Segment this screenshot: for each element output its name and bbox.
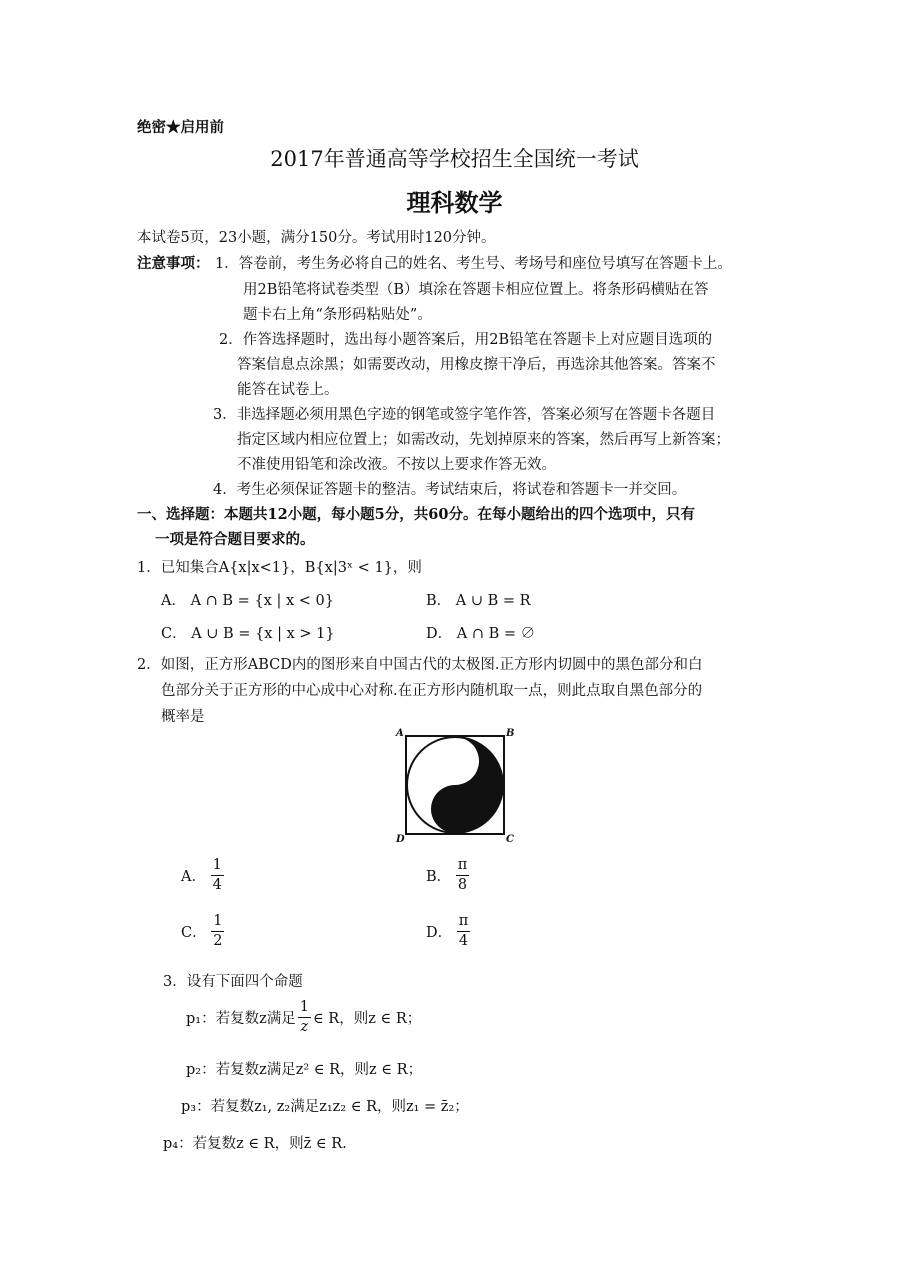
q1-option-d: D． A ∩ B = ∅ bbox=[426, 626, 536, 642]
confidential-mark: 绝密★启用前 bbox=[137, 119, 224, 136]
note-3-line-3: 不准使用铅笔和涂改液。不按以上要求作答无效。 bbox=[237, 457, 556, 473]
note-4: 4．考生必须保证答题卡的整洁。考试结束后，将试卷和答题卡一并交回。 bbox=[213, 482, 687, 498]
q3-p1-prefix: p₁：若复数z满足 bbox=[186, 1011, 296, 1028]
q3-p1-fraction bbox=[298, 1000, 311, 1035]
corner-label-a: A bbox=[396, 728, 404, 739]
q1-stem: 1．已知集合A{x|x<1}，B{x|3ˣ < 1}，则 bbox=[137, 560, 422, 576]
q2-option-b-denominator: 8 bbox=[457, 877, 468, 894]
taiji-diagram bbox=[394, 728, 516, 848]
q2-line-3: 概率是 bbox=[161, 709, 205, 725]
corner-label-b: B bbox=[506, 728, 515, 739]
q2-option-c bbox=[181, 914, 224, 949]
q1-option-a: A． A ∩ B = {x | x < 0} bbox=[161, 593, 334, 609]
q2-option-b-numerator: π bbox=[456, 858, 470, 876]
q2-option-c-numerator: 1 bbox=[211, 914, 224, 932]
q2-option-a bbox=[181, 858, 224, 893]
exam-title: 2017年普通高等学校招生全国统一考试 bbox=[270, 147, 639, 171]
note-2-line-3: 能答在试卷上。 bbox=[237, 382, 339, 398]
q2-line-1: 2．如图，正方形ABCD内的图形来自中国古代的太极图.正方形内切圆中的黑色部分和白 bbox=[137, 657, 703, 673]
taiji-figure bbox=[394, 728, 516, 848]
q2-line-2: 色部分关于正方形的中心成中心对称.在正方形内随机取一点，则此点取自黑色部分的 bbox=[161, 683, 703, 699]
exam-intro: 本试卷5页，23小题，满分150分。考试用时120分钟。 bbox=[137, 230, 496, 246]
q2-option-d bbox=[426, 914, 470, 949]
q3-proposition-p4: p₄：若复数z ∈ R，则z̄ ∈ R. bbox=[163, 1136, 347, 1152]
q2-option-d-label: D． bbox=[426, 925, 453, 942]
black-dot bbox=[450, 804, 460, 814]
q3-stem: 3．设有下面四个命题 bbox=[163, 974, 303, 990]
section-1-heading-line-1: 一、选择题：本题共12小题，每小题5分，共60分。在每小题给出的四个选项中，只有 bbox=[137, 506, 695, 523]
q2-option-a-fraction bbox=[211, 858, 224, 893]
notes-label: 注意事项： bbox=[137, 255, 210, 272]
note-2-line-1: 2．作答选择题时，选出每小题答案后，用2B铅笔在答题卡上对应题目选项的 bbox=[219, 332, 713, 348]
corner-label-c: C bbox=[506, 834, 514, 845]
q2-option-a-label: A． bbox=[181, 869, 206, 886]
exam-subject: 理科数学 bbox=[406, 188, 503, 217]
note-3-line-2: 指定区域内相应位置上；如需改动，先划掉原来的答案，然后再写上新答案； bbox=[237, 432, 730, 448]
q3-p1-suffix: ∈ R，则z ∈ R； bbox=[312, 1011, 422, 1028]
corner-label-d: D bbox=[396, 834, 405, 845]
q2-option-d-numerator: π bbox=[457, 914, 471, 932]
note-1-line-1: 1．答卷前，考生务必将自己的姓名、考生号、考场号和座位号填写在答题卡上。 bbox=[215, 256, 732, 272]
q2-option-a-denominator: 4 bbox=[212, 877, 222, 894]
q1-option-c: C． A ∪ B = {x | x > 1} bbox=[161, 626, 335, 642]
q1-option-b: B． A ∪ B = R bbox=[426, 593, 531, 609]
q3-p1-numerator: 1 bbox=[298, 1000, 311, 1018]
q3-p1-denominator: z bbox=[300, 1019, 309, 1036]
note-3-line-1: 3．非选择题必须用黑色字迹的钢笔或签字笔作答，答案必须写在答题卡各题目 bbox=[213, 407, 716, 423]
q2-option-c-fraction bbox=[211, 914, 224, 949]
note-1-line-3: 题卡右上角“条形码粘贴处”。 bbox=[243, 307, 432, 323]
q3-proposition-p3: p₃：若复数z₁, z₂满足z₁z₂ ∈ R，则z₁ = z̄₂； bbox=[181, 1099, 469, 1115]
q2-option-b-label: B． bbox=[426, 869, 452, 886]
note-1-line-2: 用2B铅笔将试卷类型（B）填涂在答题卡相应位置上。将条形码横贴在答 bbox=[243, 282, 709, 298]
note-2-line-2: 答案信息点涂黑；如需要改动，用橡皮擦干净后，再选涂其他答案。答案不 bbox=[237, 357, 716, 373]
q2-option-b-fraction bbox=[456, 858, 470, 893]
q2-option-d-fraction bbox=[457, 914, 471, 949]
q3-proposition-p1 bbox=[186, 1000, 421, 1035]
q2-option-c-denominator: 2 bbox=[213, 933, 223, 950]
q2-option-d-denominator: 4 bbox=[458, 933, 469, 950]
white-dot bbox=[450, 756, 460, 766]
q2-option-b bbox=[426, 858, 469, 893]
section-1-heading-line-2: 一项是符合题目要求的。 bbox=[155, 531, 315, 548]
q2-option-c-label: C． bbox=[181, 925, 207, 942]
q2-option-a-numerator: 1 bbox=[211, 858, 224, 876]
q3-proposition-p2: p₂：若复数z满足z² ∈ R，则z ∈ R； bbox=[186, 1062, 423, 1078]
